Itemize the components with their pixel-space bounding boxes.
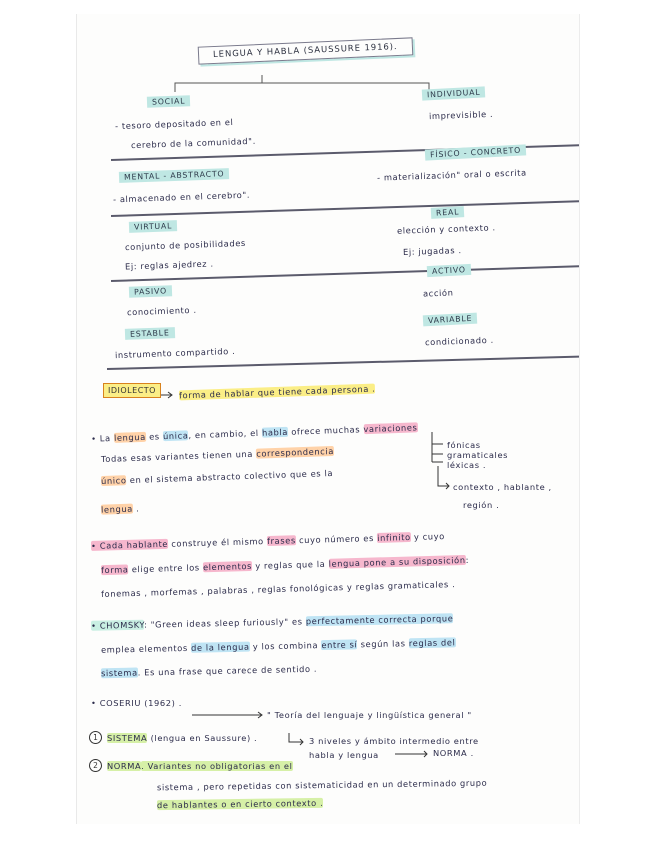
hl-variaciones: variaciones: [363, 422, 418, 435]
text-real-2: Ej: jugadas .: [402, 244, 462, 258]
text-activo: acción: [422, 287, 454, 299]
tree-connector: [175, 75, 429, 92]
coseriu-work: " Teoría del lenguaje y lingüística general ": [267, 710, 472, 720]
text-y-cuyo: y cuyo: [413, 531, 446, 542]
coseriu-item-2: [107, 761, 293, 771]
hl-chomsky: • CHOMSKY: [90, 619, 145, 631]
text-es: es: [148, 431, 160, 442]
text-individual: imprevisible .: [428, 108, 494, 122]
text-variable: condicionado .: [424, 334, 494, 348]
text-sistematicidad: sistema , pero repetidas con sistematicidad en un determinado grupo: [156, 777, 488, 793]
hl-lengua: lengua: [113, 431, 147, 443]
hl-sistema: sistema: [100, 667, 138, 679]
branch-lines: [432, 432, 443, 462]
label-individual: INDIVIDUAL: [422, 86, 486, 100]
text-pasivo: conocimiento .: [126, 304, 197, 318]
notebook-page: [76, 14, 580, 824]
text-elige: elige entre los: [131, 562, 200, 575]
text-period: .: [135, 503, 140, 514]
label-mental: MENTAL - ABSTRACTO: [119, 168, 230, 183]
label-fisico: FÍSICO - CONCRETO: [425, 144, 527, 160]
hl-reglas-del: reglas del: [408, 637, 456, 649]
coseriu-item-1: [107, 733, 257, 743]
hl-unica: única: [162, 430, 189, 442]
idiolecto-term: IDIOLECTO: [103, 383, 161, 398]
text-combina: y los combina: [252, 640, 319, 652]
branch-gramaticales: gramaticales: [447, 450, 509, 460]
coseriu-name: • COSERIU (1962) .: [91, 698, 182, 708]
branch-note-1: contexto , hablante ,: [453, 482, 552, 492]
coseriu-norma-arrow-label: NORMA .: [433, 748, 474, 758]
text-sistema: en el sistema abstracto colectivo que es la: [129, 467, 334, 486]
label-variable: VARIABLE: [423, 313, 478, 327]
hl-forma: forma: [100, 564, 129, 576]
text-social-2: cerebro de la comunidad".: [130, 135, 256, 151]
arrow-norma: [395, 751, 427, 757]
hl-entre-si: entre sí: [321, 639, 358, 651]
idiolecto-definition-text: forma de hablar que tiene cada persona .: [178, 383, 376, 401]
text-todas: Todas esas variantes tienen una: [100, 448, 254, 465]
label-virtual: VIRTUAL: [129, 220, 178, 233]
text-en-cambio: , en cambio, el: [188, 427, 259, 441]
hl-correcta: perfectamente correcta porque: [305, 613, 454, 627]
text-ofrece: ofrece muchas: [291, 424, 361, 437]
text-lengua-saussure: (lengua en Saussure) .: [150, 733, 258, 743]
text-emplea: emplea elementos: [100, 642, 188, 655]
arrow-coseriu: [192, 712, 262, 718]
branch-lexicas: léxicas .: [447, 460, 487, 470]
text-virtual-2: Ej: reglas ajedrez .: [124, 258, 214, 272]
lengua-line-4: [101, 503, 140, 514]
text-estable: instrumento compartido .: [114, 345, 236, 361]
label-estable: ESTABLE: [125, 327, 175, 340]
hl-unico: único: [100, 475, 127, 487]
coseriu-note-2: habla y lengua: [309, 750, 379, 760]
text-virtual-1: conjunto de posibilidades: [124, 237, 247, 253]
hl-de-la-lengua: de la lengua: [190, 641, 250, 653]
text-social-1: - tesoro depositado en el: [114, 116, 234, 132]
hl-infinito: infinito: [377, 532, 411, 543]
hl-elementos: elementos: [202, 560, 253, 573]
branch-note-2: región .: [463, 500, 500, 510]
text-mental: - almacenado en el cerebro".: [112, 189, 251, 205]
text-real-1: elección y contexto .: [396, 222, 496, 236]
branch-fonicas: fónicas: [447, 440, 481, 450]
item-1-number: 1: [89, 731, 102, 744]
text-green-ideas: : "Green ideas sleep furiously" es: [143, 616, 303, 630]
label-social: SOCIAL: [147, 95, 191, 108]
hl-disposicion: lengua pone a su disposición: [328, 554, 466, 569]
hl-hablantes: de hablantes o en cierto contexto .: [156, 797, 324, 811]
hl-lengua-2: lengua: [100, 503, 134, 515]
text-carece: . Es una frase que carece de sentido .: [137, 663, 318, 678]
hl-correspondencia: correspondencia: [256, 445, 335, 459]
coseriu-note-1: 3 niveles y ámbito intermedio entre: [309, 736, 479, 746]
hl-habla: habla: [261, 426, 289, 438]
hl-sistema-label: SISTEMA: [107, 733, 148, 743]
hl-cada-hablante: • Cada hablante: [90, 538, 169, 551]
page-title: LENGUA Y HABLA (SAUSSURE 1916).: [198, 37, 413, 64]
label-real: REAL: [431, 206, 465, 219]
hl-frases: frases: [266, 535, 296, 547]
text-segun: según las: [360, 638, 406, 650]
arrow-sistema: [289, 733, 303, 745]
label-activo: ACTIVO: [427, 264, 471, 277]
text-colon: :: [465, 554, 470, 565]
text-cuyo-numero: cuyo número es: [298, 533, 375, 546]
hablante-line-3: fonemas , morfemas , palabras , reglas fonológicas y reglas gramaticales .: [100, 579, 456, 599]
item-2-number: 2: [89, 759, 102, 772]
text-fisico: - materialización" oral o escrita: [376, 167, 527, 183]
hl-variantes: . Variantes no obligatorias en el: [141, 761, 293, 771]
text-reglas: y reglas que la: [255, 558, 326, 571]
text-construye: construye él mismo: [171, 536, 264, 549]
text-la: • La: [90, 433, 111, 444]
hl-norma-label: NORMA: [107, 761, 142, 771]
label-pasivo: PASIVO: [129, 285, 172, 297]
